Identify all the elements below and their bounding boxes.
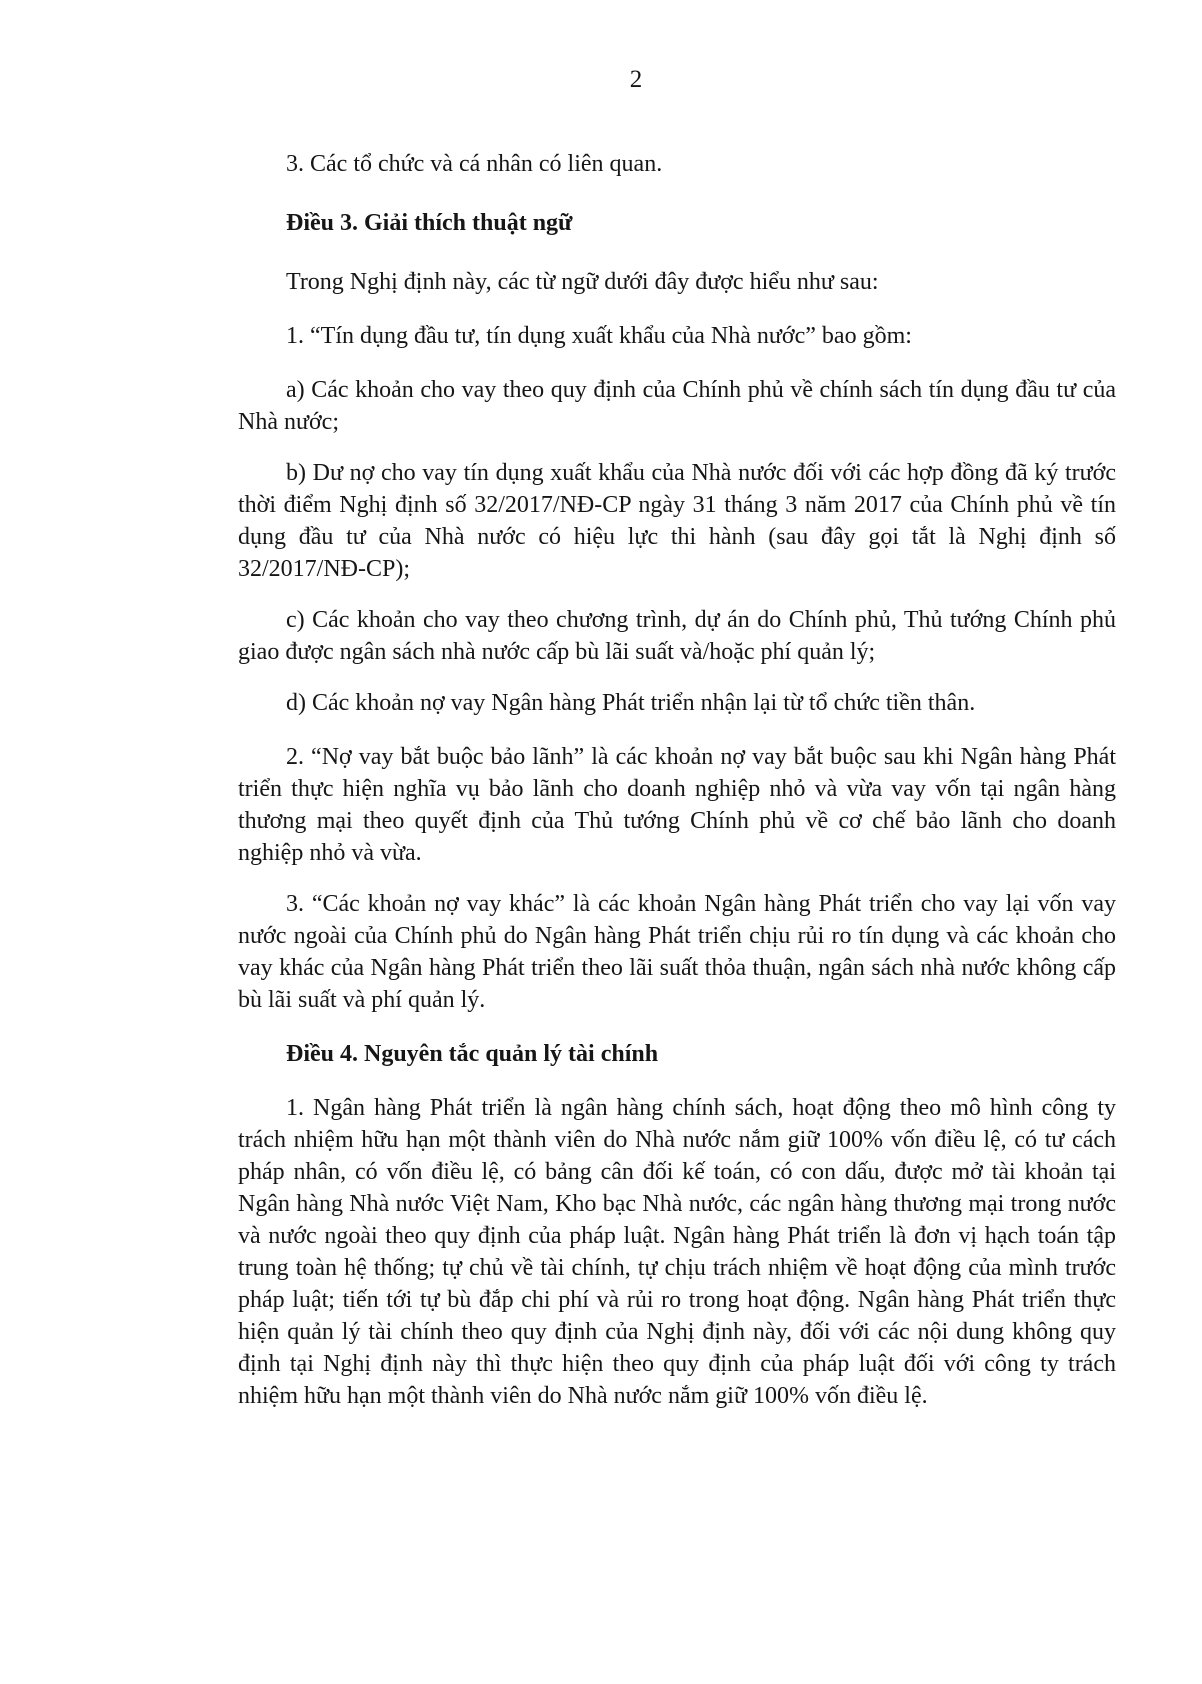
article-3-clause-1b: b) Dư nợ cho vay tín dụng xuất khẩu của Nhà nước đối với các hợp đồng đã ký trước thời điểm Nghị định số 32/2017/NĐ-CP ngày 31 tháng 3 năm 2017 của Chính phủ về tín dụng đầu tư của Nhà nước có hiệu lực thi hành (sau đây gọi tắt là Nghị định số 32/2017/NĐ-CP); — [238, 460, 1116, 582]
scope-item-3: 3. Các tổ chức và cá nhân có liên quan. — [286, 151, 663, 177]
article-3-intro: Trong Nghị định này, các từ ngữ dưới đây được hiểu như sau: — [286, 269, 879, 295]
article-3-clause-1d: d) Các khoản nợ vay Ngân hàng Phát triển nhận lại từ tổ chức tiền thân. — [286, 690, 976, 716]
article-4-heading: Điều 4. Nguyên tắc quản lý tài chính — [286, 1041, 659, 1067]
article-3-clause-2: 2. “Nợ vay bắt buộc bảo lãnh” là các khoản nợ vay bắt buộc sau khi Ngân hàng Phát triển thực hiện nghĩa vụ bảo lãnh cho doanh nghiệp nhỏ và vừa vay vốn tại ngân hàng thương mại theo quyết định của Thủ tướng Chính phủ về cơ chế bảo lãnh cho doanh nghiệp nhỏ và vừa. — [238, 744, 1116, 866]
article-3-clause-3: 3. “Các khoản nợ vay khác” là các khoản Ngân hàng Phát triển cho vay lại vốn vay nước ngoài của Chính phủ do Ngân hàng Phát triển chịu rủi ro tín dụng và các khoản cho vay khác của Ngân hàng Phát triển theo lãi suất thỏa thuận, ngân sách nhà nước không cấp bù lãi suất và phí quản lý. — [238, 891, 1116, 1013]
page-number: 2 — [629, 66, 643, 93]
article-4-clause-1: 1. Ngân hàng Phát triển là ngân hàng chính sách, hoạt động theo mô hình công ty trách nhiệm hữu hạn một thành viên do Nhà nước nắm giữ 100% vốn điều lệ, có tư cách pháp nhân, có vốn điều lệ, có bảng cân đối kế toán, có con dấu, được mở tài khoản tại Ngân hàng Nhà nước Việt Nam, Kho bạc Nhà nước, các ngân hàng thương mại trong nước và nước ngoài theo quy định của pháp luật. Ngân hàng Phát triển là đơn vị hạch toán tập trung toàn hệ thống; tự chủ về tài chính, tự chịu trách nhiệm về hoạt động của mình trước pháp luật; tiến tới tự bù đắp chi phí và rủi ro trong hoạt động. Ngân hàng Phát triển thực hiện quản lý tài chính theo quy định của Nghị định này, đối với các nội dung không quy định tại Nghị định này thì thực hiện theo quy định của pháp luật đối với công ty trách nhiệm hữu hạn một thành viên do Nhà nước nắm giữ 100% vốn điều lệ. — [238, 1095, 1116, 1409]
article-3-clause-1a: a) Các khoản cho vay theo quy định của Chính phủ về chính sách tín dụng đầu tư của Nhà nước; — [238, 377, 1116, 435]
article-3-heading: Điều 3. Giải thích thuật ngữ — [286, 210, 573, 236]
document-body — [238, 148, 1116, 1412]
article-3-clause-1: 1. “Tín dụng đầu tư, tín dụng xuất khẩu của Nhà nước” bao gồm: — [286, 323, 912, 349]
article-3-clause-1c: c) Các khoản cho vay theo chương trình, dự án do Chính phủ, Thủ tướng Chính phủ giao được ngân sách nhà nước cấp bù lãi suất và/hoặc phí quản lý; — [238, 607, 1116, 665]
